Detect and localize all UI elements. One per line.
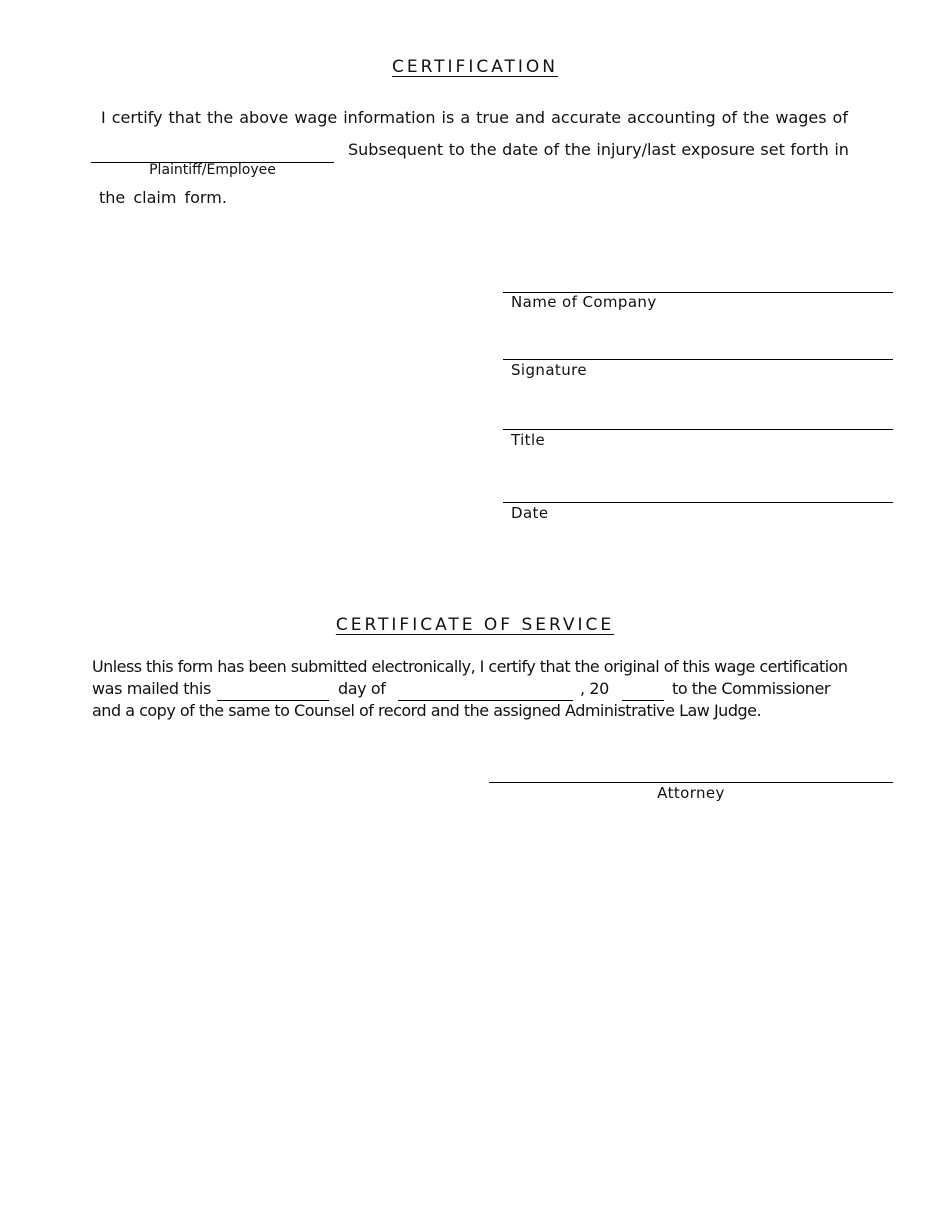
word: the bbox=[470, 140, 497, 159]
word: above bbox=[239, 108, 289, 127]
title-label: Title bbox=[511, 431, 546, 449]
word: certify bbox=[111, 108, 163, 127]
word: to bbox=[448, 140, 465, 159]
service-line-2-part-4: to the Commissioner bbox=[672, 679, 830, 698]
date-label: Date bbox=[511, 504, 549, 522]
date-line[interactable] bbox=[503, 502, 893, 503]
word: accounting bbox=[627, 108, 716, 127]
certification-line-1 bbox=[101, 108, 848, 127]
certificate-of-service-heading bbox=[0, 615, 950, 635]
service-line-2-part-2: day of bbox=[338, 679, 386, 698]
plaintiff-employee-label: Plaintiff/Employee bbox=[149, 162, 276, 178]
word: of bbox=[721, 108, 738, 127]
certificate-of-service-heading-text: CERTIFICATE OF SERVICE bbox=[335, 615, 615, 635]
word: information bbox=[343, 108, 436, 127]
word: I bbox=[101, 108, 106, 127]
service-line-2-part-3: , 20 bbox=[580, 679, 609, 698]
word: true bbox=[476, 108, 509, 127]
word: in bbox=[834, 140, 849, 159]
word: is bbox=[441, 108, 455, 127]
word: wage bbox=[294, 108, 338, 127]
word: of bbox=[832, 108, 848, 127]
certification-heading bbox=[0, 57, 950, 77]
service-line-1: Unless this form has been submitted electronically, I certify that the original of this wage certification bbox=[92, 657, 848, 676]
certification-line-2 bbox=[348, 140, 849, 159]
word: forth bbox=[790, 140, 829, 159]
signature-line[interactable] bbox=[503, 359, 893, 360]
word: exposure bbox=[681, 140, 755, 159]
word: the bbox=[564, 140, 591, 159]
word: the bbox=[743, 108, 770, 127]
signature-label: Signature bbox=[511, 361, 587, 379]
word: wages bbox=[775, 108, 827, 127]
title-line[interactable] bbox=[503, 429, 893, 430]
word: set bbox=[760, 140, 785, 159]
word: date bbox=[502, 140, 539, 159]
certification-line-3: the claim form. bbox=[99, 188, 227, 207]
certification-heading-text: CERTIFICATION bbox=[391, 57, 559, 77]
word: that bbox=[168, 108, 201, 127]
word: the bbox=[206, 108, 234, 127]
word: of bbox=[543, 140, 560, 159]
word: injury/last bbox=[596, 140, 676, 159]
service-line-3: and a copy of the same to Counsel of record and the assigned Administrative Law Judge. bbox=[92, 701, 762, 720]
word: accurate bbox=[551, 108, 622, 127]
word: Subsequent bbox=[348, 140, 444, 159]
company-name-label: Name of Company bbox=[511, 293, 657, 311]
attorney-signature-line[interactable] bbox=[489, 782, 893, 783]
service-line-2-part-1: was mailed this bbox=[92, 679, 211, 698]
word: and bbox=[514, 108, 546, 127]
word: a bbox=[460, 108, 471, 127]
attorney-label: Attorney bbox=[657, 784, 725, 802]
